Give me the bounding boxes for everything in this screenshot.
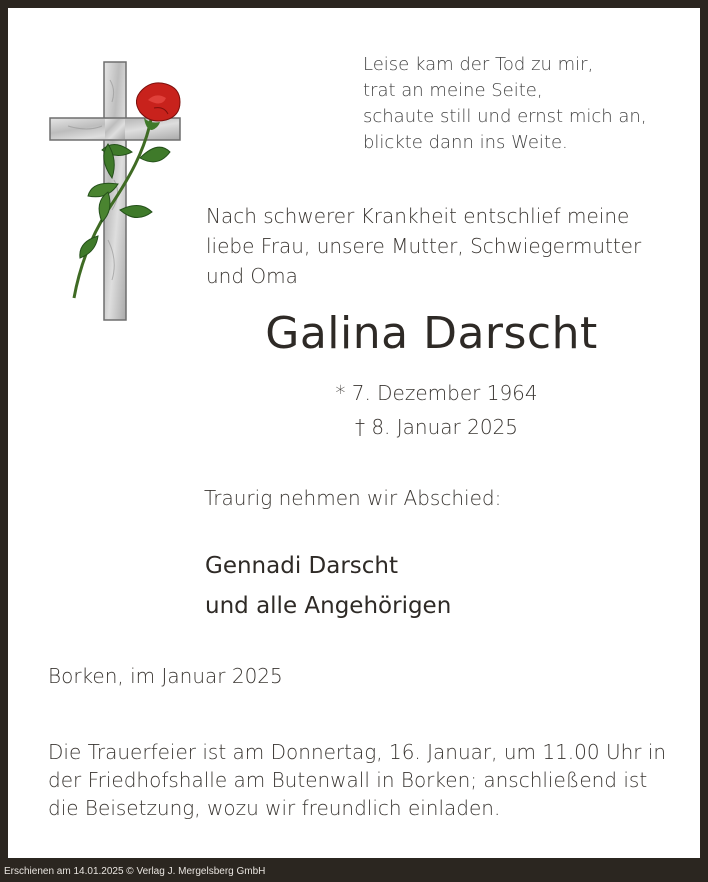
intro-line: Nach schwerer Krankheit entschlief meine [206, 204, 630, 228]
service-info [48, 738, 666, 822]
family-names [205, 546, 451, 626]
intro-text [206, 201, 641, 291]
poem-line: schaute still und ernst mich an, [363, 106, 647, 127]
life-dates [8, 376, 700, 444]
service-line: Die Trauerfeier ist am Donnertag, 16. Januar, um 11.00 Uhr in [48, 740, 667, 764]
deceased-name: Galina Darscht [265, 308, 598, 359]
service-line: der Friedhofshalle am Butenwall in Borken; anschließend ist [48, 768, 648, 792]
publication-footer: Erschienen am 14.01.2025 © Verlag J. Mergelsberg GmbH [4, 866, 266, 877]
poem-line: trat an meine Seite, [363, 80, 543, 101]
obituary-sheet [8, 8, 700, 858]
place-date: Borken, im Januar 2025 [48, 664, 283, 688]
poem-line: Leise kam der Tod zu mir, [363, 54, 594, 75]
intro-line: und Oma [206, 264, 298, 288]
farewell-text: Traurig nehmen wir Abschied: [204, 486, 502, 510]
poem [363, 52, 647, 156]
family-line: und alle Angehörigen [205, 593, 452, 619]
service-line: die Beisetzung, wozu wir freundlich einladen. [48, 796, 501, 820]
family-line: Gennadi Darscht [205, 553, 399, 579]
intro-line: liebe Frau, unsere Mutter, Schwiegermutter [206, 234, 642, 258]
poem-line: blickte dann ins Weite. [363, 132, 568, 153]
death-date: † 8. Januar 2025 [354, 415, 519, 439]
cross-with-rose-icon [48, 60, 188, 322]
birth-date: * 7. Dezember 1964 [335, 381, 538, 405]
